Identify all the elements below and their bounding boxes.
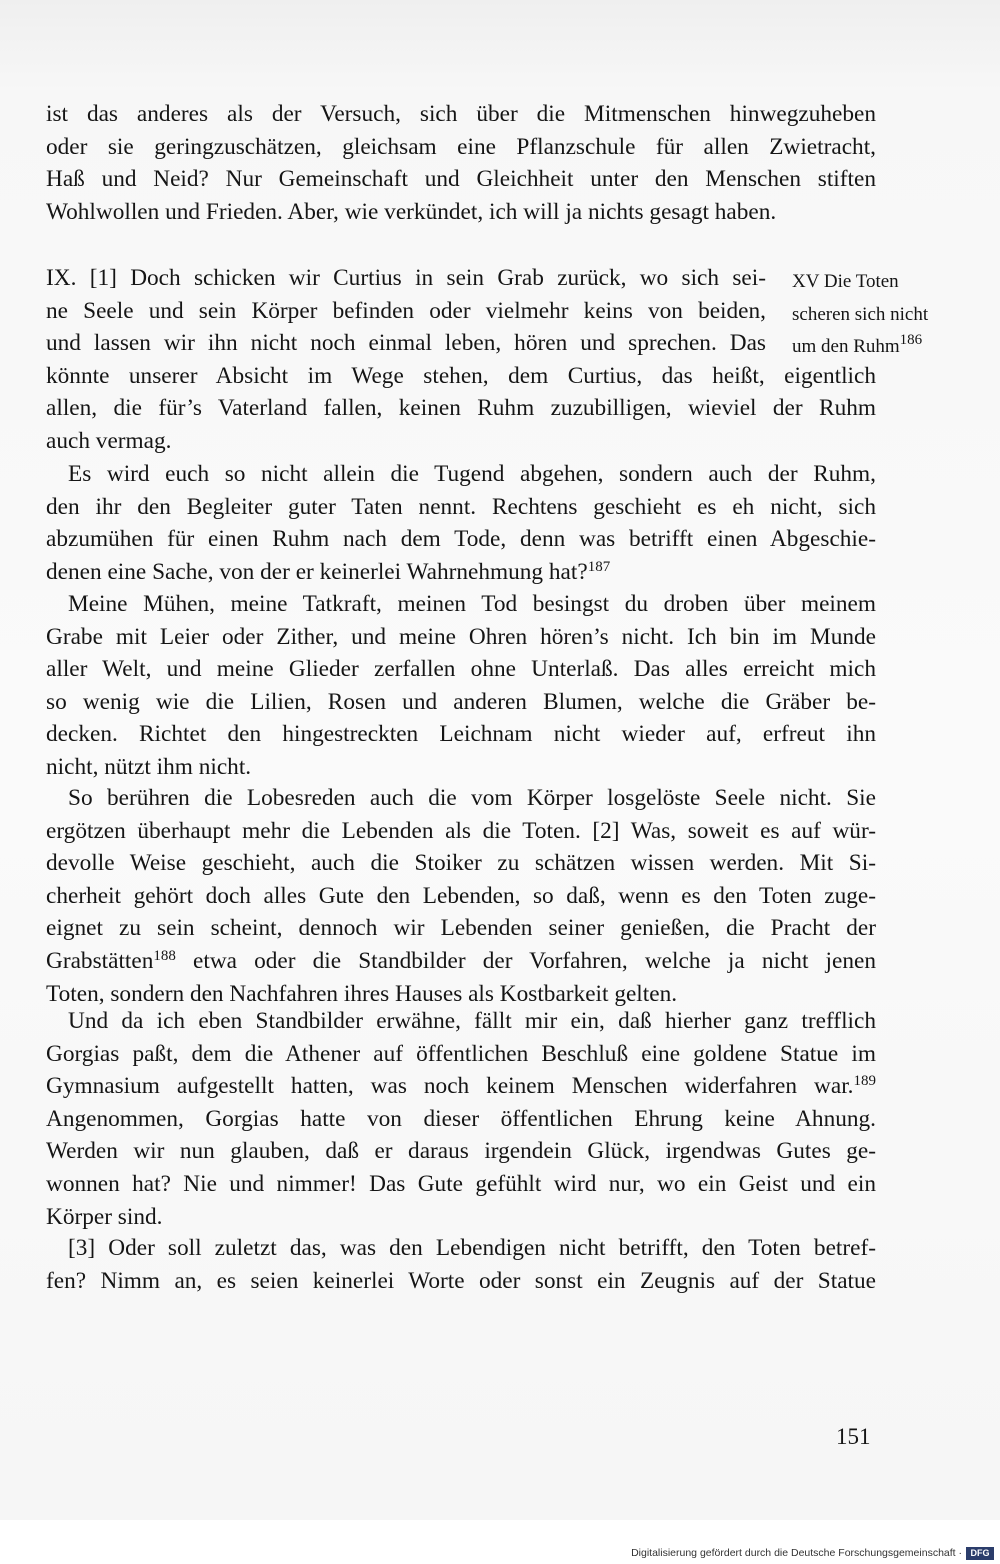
text-line: So berühren die Lobesreden auch die vom Körper losgelöste Seele nicht. Sie	[68, 785, 876, 811]
text-line: ne Seele und sein Körper befinden oder vielmehr keins von beiden,	[46, 297, 766, 324]
paragraph-und-da	[46, 1005, 876, 1233]
text-line: Werden wir nun glauben, daß er daraus irgendein Glück, irgendwas Gutes ge-	[46, 1138, 876, 1165]
text-line: Und da ich eben Standbilder erwähne, fällt mir ein, daß hierher ganz trefflich	[68, 1008, 876, 1034]
dfg-logo: DFG	[966, 1547, 994, 1560]
text-line: und lassen wir ihn nicht noch einmal leben, hören und sprechen. Das	[46, 330, 766, 357]
text-line: könnte unserer Absicht im Wege stehen, dem Curtius, das heißt, eigentlich	[46, 362, 876, 389]
marginal-line-2: scheren sich nicht	[792, 303, 929, 325]
text-line: [3] Oder soll zuletzt das, was den Lebendigen nicht betrifft, den Toten betref-	[68, 1235, 876, 1261]
text-line: denen eine Sache, von der er keinerlei Wahrnehmung hat?$^{187}$	[46, 558, 611, 585]
text-line: Gorgias paßt, dem die Athener auf öffentlichen Beschluß eine goldene Statue im	[46, 1040, 876, 1067]
text-line: den ihr den Begleiter guter Taten nennt. Rechtens geschieht es eh nicht, sich	[46, 493, 876, 520]
text-line: cherheit gehört doch alles Gute den Lebenden, so daß, wenn es den Toten zuge-	[46, 882, 876, 909]
text-line: fen? Nimm an, es seien keinerlei Worte oder sonst ein Zeugnis auf der Statue	[46, 1267, 876, 1294]
page-number: 151	[836, 1424, 871, 1449]
text-line: decken. Richtet den hingestreckten Leichnam nicht wieder auf, erfreut ihn	[46, 721, 876, 748]
text-line: oder sie geringzuschätzen, gleichsam eine Pflanzschule für allen Zwietracht,	[46, 133, 876, 160]
paragraph-3	[46, 1232, 876, 1297]
footnote-ref-189[interactable]: 189	[853, 1073, 876, 1090]
footnote-ref-188[interactable]: 188	[153, 947, 176, 964]
footnote-ref-187[interactable]: 187	[587, 558, 611, 575]
text-line: aller Welt, und meine Glieder zerfallen ohne Unterlaß. Das alles erreicht mich	[46, 656, 876, 683]
marginal-line-1: XV Die Toten	[792, 271, 899, 292]
text-line: allen, die für’s Vaterland fallen, keinen Ruhm zuzubilligen, wieviel der Ruhm	[46, 395, 876, 422]
text-line: Gymnasium aufgestellt hatten, was noch keinem Menschen widerfahren war.$^{189}$	[46, 1073, 876, 1100]
text-line: Angenommen, Gorgias hatte von dieser öffentlichen Ehrung keine Ahnung.	[46, 1105, 876, 1132]
text-line: nicht, nützt ihm nicht.	[46, 753, 252, 780]
paragraph-so-beruehren	[46, 782, 876, 1010]
text-line: Wohlwollen und Frieden. Aber, wie verkündet, ich will ja nichts gesagt haben.	[46, 198, 777, 225]
text-line: IX. [1] Doch schicken wir Curtius in sein Grab zurück, wo sich sei-	[46, 265, 766, 291]
text-line: Grabe mit Leier oder Zither, und meine Ohren hören’s nicht. Ich bin im Munde	[46, 623, 876, 650]
text-line: auch vermag.	[46, 427, 172, 454]
text-line: devolle Weise geschieht, auch die Stoiker zu schätzen wissen werden. Mit Si-	[46, 850, 876, 877]
text-line: eignet zu sein scheint, dennoch wir Lebenden seiner genießen, die Pracht der	[46, 915, 876, 942]
text-line: ist das anderes als der Versuch, sich über die Mitmenschen hinwegzuheben	[46, 101, 876, 127]
text-line: Es wird euch so nicht allein die Tugend abgehen, sondern auch der Ruhm,	[68, 461, 876, 487]
text-line: Grabstätten$^{188}$ etwa oder die Standbilder der Vorfahren, welche ja nicht jenen	[46, 947, 876, 974]
marginal-line-3: um den Ruhm$^{186}$	[792, 332, 923, 357]
paragraph-es-wird	[46, 458, 876, 588]
footnote-ref-186[interactable]: 186	[899, 332, 923, 348]
paragraph-intro	[46, 98, 876, 228]
text-line: Toten, sondern den Nachfahren ihres Hauses als Kostbarkeit gelten.	[46, 980, 678, 1007]
text-line: Haß und Neid? Nur Gemeinschaft und Gleichheit unter den Menschen stiften	[46, 166, 876, 193]
text-line: Körper sind.	[46, 1203, 163, 1230]
text-line: ergötzen überhaupt mehr die Lebenden als die Toten. [2] Was, soweit es auf wür-	[46, 817, 876, 844]
text-line: Meine Mühen, meine Tatkraft, meinen Tod besingst du droben über meinem	[68, 591, 876, 617]
marginal-note	[792, 266, 972, 364]
text-line: so wenig wie die Lilien, Rosen und anderen Blumen, welche die Gräber be-	[46, 688, 876, 715]
paragraph-section-ix	[46, 262, 876, 458]
text-line: abzumühen für einen Ruhm nach dem Tode, denn was betrifft einen Abgeschie-	[46, 526, 876, 553]
paragraph-meine-muehen	[46, 588, 876, 784]
text-line: wonnen hat? Nie und nimmer! Das Gute gefühlt wird nur, wo ein Geist und ein	[46, 1170, 876, 1197]
footer-credit: Digitalisierung gefördert durch die Deutsche Forschungsgemeinschaft ·	[631, 1547, 962, 1559]
